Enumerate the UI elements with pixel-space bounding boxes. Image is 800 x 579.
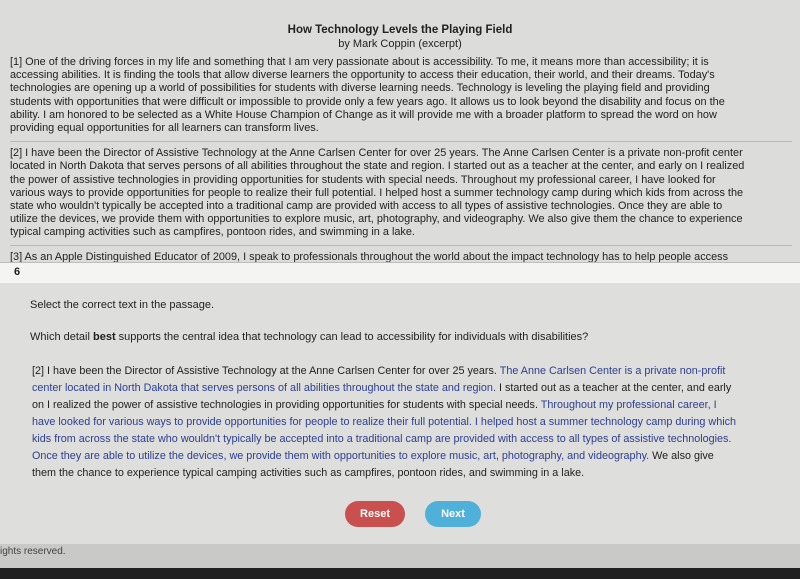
question-prefix: Which detail [30, 331, 93, 343]
selectable-sentence[interactable]: have looked for various ways to provide opportunities for people to realize their full potential. [32, 416, 472, 428]
paragraph-line: accessing abilities. It is finding the tools that allow diverse learners the opportunity to access their education, their world, and their dreams. Today's [10, 69, 715, 82]
footer [0, 544, 800, 568]
passage-title: How Technology Levels the Playing Field [287, 24, 513, 36]
choice-static-text: [2] I have been the Director of Assistive Technology at the Anne Carlsen Center for over 25 years. [32, 365, 500, 377]
paragraph-1 [10, 56, 792, 135]
reading-passage [0, 0, 800, 262]
instruction-text: Select the correct text in the passage. [30, 299, 215, 311]
selectable-sentence[interactable]: I started out as a teacher at the center, and early [495, 382, 732, 394]
question-text [30, 331, 588, 343]
selectable-sentence[interactable]: I helped host a summer technology camp during which [471, 416, 737, 428]
choice-line [32, 380, 792, 397]
reset-button[interactable]: Reset [345, 501, 405, 527]
paragraph-3 [10, 251, 792, 262]
choice-line [32, 465, 792, 482]
passage-byline: by Mark Coppin (excerpt) [338, 38, 462, 50]
paragraph-line: [1] One of the driving forces in my life and something that I am very passionate about is accessibility. To me, it means more than accessibility; it is [10, 56, 709, 68]
question-panel [0, 283, 800, 544]
choice-line [32, 448, 792, 465]
selectable-sentence[interactable]: We also give [649, 450, 714, 462]
paragraph-line: technologies are opening up a world of possibilities for students with diverse learning needs. Technology is leveling the playing field and providing [10, 82, 710, 95]
selectable-sentence[interactable]: kids from across the state who wouldn't typically be accepted into a traditional camp are provided with access to all types of assistive technologies. [32, 433, 732, 445]
paragraph-line: state who wouldn't typically be accepted into a traditional camp are provided with access to all types of assistive technologies. Once they are able to [10, 199, 723, 212]
choice-line [32, 431, 792, 448]
paragraph-line: [2] I have been the Director of Assistive Technology at the Anne Carlsen Center for over 25 years. The Anne Carlsen Center is a private non-profit center [10, 147, 743, 160]
selectable-sentence[interactable]: Once they are able to utilize the devices, we provide them with opportunities to explore music, art, photography, and videography. [32, 450, 650, 462]
question-emphasis: best [92, 331, 116, 343]
selectable-sentence[interactable]: center located in North Dakota that serves persons of all abilities throughout the state and region. [32, 382, 496, 394]
page-number: 6 [14, 266, 21, 278]
paragraph-line: providing equal opportunities for all learners can transform lives. [10, 121, 319, 134]
paragraph-line: ability. I am honored to be selected as a White House Champion of Change as it will provide me with a broader platform to spread the word on how [10, 108, 717, 121]
selectable-sentence[interactable]: on I realized the power of assistive technologies in providing opportunities for students with special needs. [32, 399, 541, 411]
paragraph-line: the power of assistive technologies in providing opportunities for students with special needs. Throughout my professional career, I have looked for [10, 173, 716, 186]
selectable-sentence[interactable]: The Anne Carlsen Center is a private non-profit [499, 365, 726, 377]
choice-line [32, 414, 792, 431]
divider [10, 245, 792, 246]
paragraph-line: students with opportunities that were difficult or impossible to provide only a few years ago. It allows us to look beyond the disability and focus on the [10, 95, 725, 108]
paragraph-line: typical camping activities such as campfires, pontoon rides, and swimming in a lake. [10, 226, 415, 239]
paragraph-line: various ways to provide opportunities for people to realize their full potential. I helped host a summer technology camp during which kids from across the [10, 186, 744, 199]
paragraph-2 [10, 147, 792, 239]
page-number-bar [0, 262, 800, 284]
selectable-passage [32, 363, 792, 482]
choice-line [32, 397, 792, 414]
paragraph-line: utilize the devices, we provide them with opportunities to explore music, art, photography, and videography. We also give them the chance to experience [10, 213, 743, 226]
paragraph-line: located in North Dakota that serves persons of all abilities throughout the state and region. I started out as a teacher at the center, and early on I realized [10, 160, 745, 173]
copyright-text: ights reserved. [0, 546, 66, 557]
next-button[interactable]: Next [425, 501, 481, 527]
choice-line [32, 363, 792, 380]
selectable-sentence[interactable]: them the chance to experience typical camping activities such as campfires, pontoon rides, and swimming in a lake. [32, 467, 585, 479]
paragraph-line: [3] As an Apple Distinguished Educator of 2009, I speak to professionals throughout the world about the impact technology has to help people access [10, 251, 729, 262]
question-suffix: supports the central idea that technology can lead to accessibility for individuals with disabilities? [115, 331, 589, 343]
selectable-sentence[interactable]: Throughout my professional career, I [540, 399, 717, 411]
divider [10, 141, 792, 142]
screen-bezel [0, 568, 800, 579]
